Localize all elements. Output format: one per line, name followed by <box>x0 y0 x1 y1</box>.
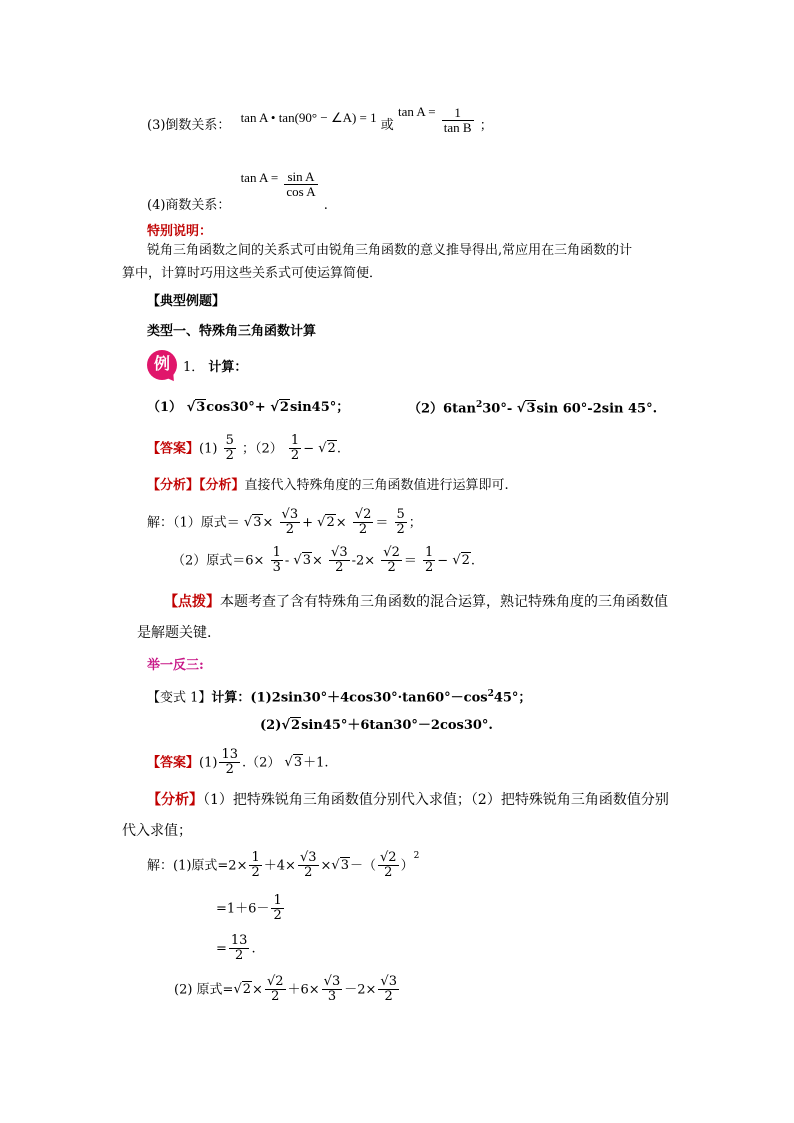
example-prompt: 计算： <box>208 360 248 375</box>
step-text: =1＋6－ <box>216 901 270 917</box>
solution-lead: （2）原式＝6× <box>172 553 265 569</box>
solution-3-step-2 <box>216 894 286 924</box>
step-text: = <box>216 941 227 957</box>
tip-line-2: 是解题关键. <box>137 625 212 641</box>
note-title: 特别说明： <box>147 224 213 239</box>
q2-text-2: sin 60°-2sin 45°. <box>536 401 658 417</box>
sqrt-2: √2 <box>317 515 335 531</box>
sqrt-3: √3 <box>186 400 206 415</box>
fraction: $\frac{13}{2}$ <box>221 747 238 778</box>
fraction-numerator: sin A <box>284 170 317 185</box>
tip-tag: 【点拨】 <box>164 594 220 610</box>
times: × <box>252 982 263 998</box>
relation-3-or: 或 <box>380 118 394 133</box>
q1-text-1: cos30°+ <box>206 400 271 415</box>
relation-4-label: (4)商数关系： <box>147 198 231 213</box>
relation-4-lhs: tan A = <box>240 170 279 185</box>
answer-2 <box>147 748 329 778</box>
variant-1 <box>147 689 531 706</box>
relation-3-eq1: tan A • tan(90° − ∠A) = 1 <box>240 110 377 125</box>
period: . <box>470 553 476 569</box>
fraction: $\frac{√3}{2}$ <box>380 974 397 1005</box>
times: × <box>335 515 347 531</box>
fraction: $\frac{√2}{2}$ <box>383 545 400 576</box>
tip-text: 本题考查了含有特殊角三角函数的混合运算，熟记特殊角度的三角函数值 <box>220 594 668 610</box>
minus-sign: − <box>303 441 315 457</box>
example-1 <box>183 360 247 376</box>
plus: + <box>302 515 314 531</box>
example-number: 1． <box>183 360 205 375</box>
solution-4 <box>174 975 401 1005</box>
analysis-text: 直接代入特殊角度的三角函数值进行运算即可. <box>244 478 509 493</box>
solution-3-step-3 <box>216 934 256 964</box>
times: × <box>311 553 323 569</box>
answer-1 <box>147 434 341 464</box>
equals: ＝ <box>375 515 389 531</box>
solution-3 <box>147 851 419 881</box>
sqrt-2: √2 <box>270 400 289 415</box>
variant-prompt: 计算： <box>211 690 251 706</box>
relation-3-label: (3)倒数关系： <box>147 118 231 133</box>
times: × <box>320 858 332 874</box>
variant-q1-end: 45°； <box>493 690 532 706</box>
sqrt-3: √3 <box>243 515 262 531</box>
exponent: 2 <box>413 851 420 861</box>
variant-q1: (1)2sin30°＋4cos30°·tan60°－cos <box>250 690 488 706</box>
period: . <box>251 941 256 957</box>
fraction: $\frac{13}{2}$ <box>230 933 248 964</box>
sqrt-3: √3 <box>293 553 311 569</box>
sqrt-3: √3 <box>516 401 536 417</box>
solution-lead: (2) 原式= <box>174 982 234 998</box>
analysis-2-line-1 <box>147 792 669 809</box>
fraction: $\frac{5}{2}$ <box>396 507 405 538</box>
tip-line-1 <box>164 594 668 611</box>
sqrt-2: √2 <box>318 441 336 457</box>
minus-sign: - <box>284 553 290 569</box>
practice-heading: 举一反三: <box>147 658 204 673</box>
fraction: $\frac{√2}{2}$ <box>380 850 397 881</box>
relation-3 <box>147 104 493 136</box>
sqrt-2: √2 <box>452 553 470 569</box>
solution-2 <box>172 546 475 576</box>
analysis-2-line-2: 代入求值； <box>122 823 192 839</box>
fraction: $\frac{√3}{2}$ <box>281 507 299 538</box>
solution-1 <box>147 508 422 538</box>
variant-q2-text: sin45°＋6tan30°－2cos30°. <box>301 718 493 733</box>
analysis-tag: 【分析】【分析】 <box>147 478 245 493</box>
sqrt-3: √3 <box>331 858 349 874</box>
variant-q2-label: (2) <box>260 718 282 733</box>
fraction-denominator: cos A <box>286 184 316 200</box>
relation-3-fraction <box>442 106 474 136</box>
note-line-1: 锐角三角函数之间的关系式可由锐角三角函数的意义推导得出,常应用在三角函数的计 <box>147 243 633 258</box>
answer-tag: 【答案】 <box>147 441 200 457</box>
fraction-numerator: 1 <box>442 106 474 121</box>
fraction: $\frac{1}{2}$ <box>425 545 434 576</box>
analysis-1 <box>147 478 509 494</box>
q2-text-1: 30°- <box>482 401 517 417</box>
times: × <box>262 515 274 531</box>
relation-3-lhs: tan A = <box>397 104 436 119</box>
answer-separator: .（2） <box>241 755 281 771</box>
period: . <box>336 441 341 457</box>
fraction: $\frac{1}{2}$ <box>290 433 300 464</box>
section-heading: 【典型例题】 <box>147 294 226 309</box>
fraction: $\frac{√3}{2}$ <box>299 850 317 881</box>
note-line-2: 算中，计算时巧用这些关系式可使运算简便． <box>122 266 383 281</box>
q2-exponent: 2 <box>475 400 483 410</box>
analysis-text: （1）把特殊锐角三角函数值分别代入求值；（2）把特殊锐角三角函数值分别 <box>203 792 669 808</box>
minus-term: -2× <box>351 553 376 569</box>
plus-term: ＋6× <box>287 982 320 998</box>
relation-4 <box>147 170 328 214</box>
variant-tag: 【变式 1】 <box>147 690 212 706</box>
sqrt-2: √2 <box>281 718 301 733</box>
variant-q2 <box>260 718 493 734</box>
fraction-denominator: tan B <box>443 120 472 136</box>
q1-text-2: sin45°； <box>289 400 350 415</box>
example-badge: 例 <box>147 350 177 380</box>
q2-label: （2）6tan <box>408 401 476 417</box>
plus-term: ＋4× <box>263 858 296 874</box>
fraction: $\frac{√3}{2}$ <box>331 545 348 576</box>
answer-part-1: (1) <box>199 755 218 771</box>
question-1 <box>147 400 349 416</box>
minus-term: －2× <box>344 982 377 998</box>
equals: ＝ <box>403 553 417 569</box>
analysis-tag: 【分析】 <box>147 792 203 808</box>
answer-part-1: (1) <box>199 441 218 457</box>
fraction: $\frac{√2}{2}$ <box>354 507 372 538</box>
fraction: $\frac{√3}{3}$ <box>323 974 341 1005</box>
fraction: $\frac{√2}{2}$ <box>266 974 284 1005</box>
fraction: $\frac{5}{2}$ <box>225 433 234 464</box>
sqrt-3: √3 <box>284 755 303 771</box>
solution-lead: 解：(1)原式=2× <box>147 858 248 874</box>
relation-3-end: ； <box>479 118 493 134</box>
answer-separator: ；（2） <box>242 441 283 457</box>
sqrt-2: √2 <box>233 982 252 998</box>
minus-paren: －（ <box>349 858 376 874</box>
solution-lead: 解：（1）原式＝ <box>147 515 240 531</box>
exponent: 2 <box>487 689 494 699</box>
relation-4-end: . <box>323 198 328 213</box>
fraction: $\frac{1}{2}$ <box>273 893 282 924</box>
answer-tag: 【答案】 <box>147 755 200 771</box>
fraction: $\frac{1}{2}$ <box>251 850 260 881</box>
answer-end: ＋1. <box>303 755 329 771</box>
close-paren: ） <box>400 858 414 874</box>
q1-label: （1） <box>147 400 183 415</box>
relation-4-fraction <box>284 170 317 200</box>
question-2 <box>408 400 657 417</box>
minus-sign: − <box>437 553 449 569</box>
fraction: $\frac{1}{3}$ <box>272 545 281 576</box>
type-heading: 类型一、特殊角三角函数计算 <box>147 324 317 339</box>
semicolon: ； <box>408 515 422 531</box>
